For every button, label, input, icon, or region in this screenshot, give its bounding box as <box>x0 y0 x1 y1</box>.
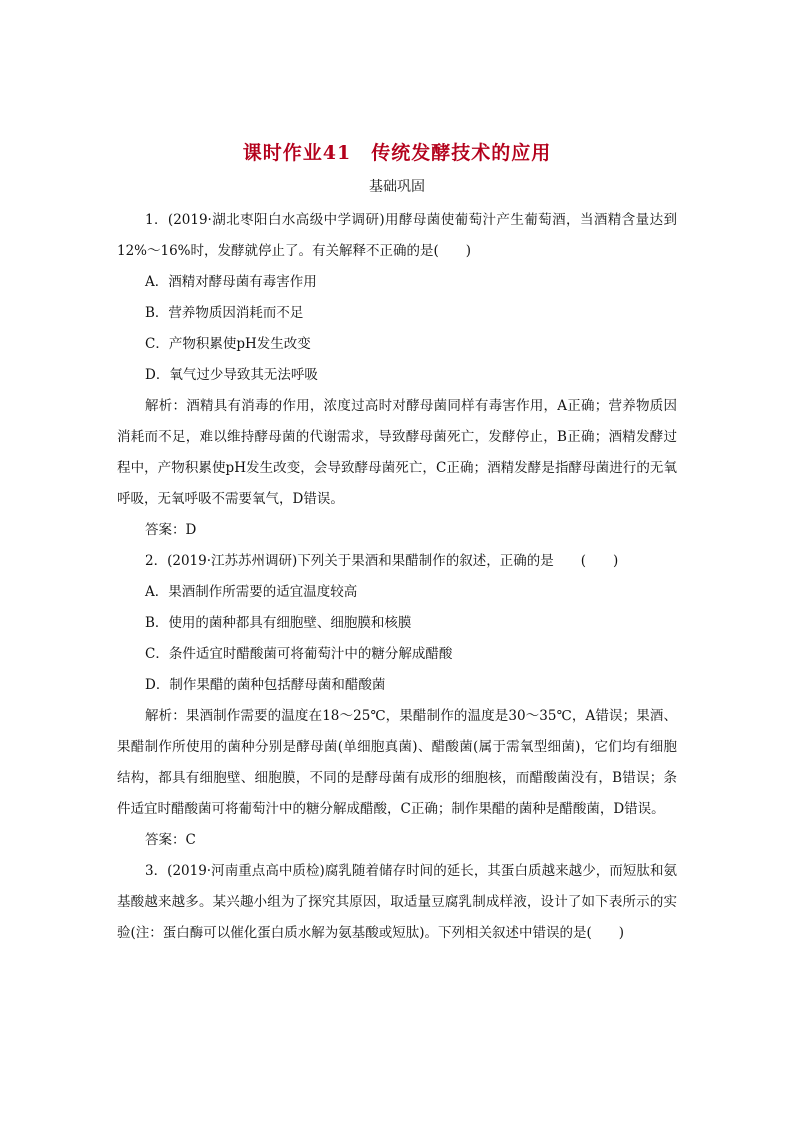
question-1-option-b: B．营养物质因消耗而不足 <box>145 305 304 321</box>
question-1-analysis: 解析：酒精具有消毒的作用，浓度过高时对酵母菌同样有毒害作用，A正确；营养物质因消耗而不足，难以维持酵母菌的代谢需求，导致酵母菌死亡，发酵停止，B正确；酒精发酵过程中，产物积累使pH发生改变，会导致酵母菌死亡，C正确；酒精发酵是指酵母菌进行的无氧呼吸，无氧呼吸不需要氧气，D错误。 <box>117 398 677 507</box>
question-2-analysis: 解析：果酒制作需要的温度在18～25℃，果醋制作的温度是30～35℃，A错误；果酒、果醋制作所使用的菌种分别是酵母菌(单细胞真菌)、醋酸菌(属于需氧型细菌)，它们均有细胞结构，都具有细胞壁、细胞膜，不同的是酵母菌有成形的细胞核，而醋酸菌没有，B错误；条件适宜时醋酸菌可将葡萄汁中的糖分解成醋酸，C正确；制作果醋的菌种是醋酸菌，D错误。 <box>117 708 677 817</box>
question-2-stem: 2．(2019·江苏苏州调研)下列关于果酒和果醋制作的叙述，正确的是 ( ) <box>145 553 619 569</box>
page-title: 课时作业41 传统发酵技术的应用 <box>242 142 552 164</box>
question-2-option-d: D．制作果醋的菌种包括酵母菌和醋酸菌 <box>145 677 386 693</box>
question-2-option-b: B．使用的菌种都具有细胞壁、细胞膜和核膜 <box>145 615 412 631</box>
question-1-option-d: D．氧气过少导致其无法呼吸 <box>145 367 318 383</box>
question-2-option-c: C．条件适宜时醋酸菌可将葡萄汁中的糖分解成醋酸 <box>145 646 453 662</box>
question-1-option-c: C．产物积累使pH发生改变 <box>145 336 311 352</box>
question-3-stem: 3．(2019·河南重点高中质检)腐乳随着储存时间的延长，其蛋白质越来越少，而短肽和氨基酸越来越多。某兴趣小组为了探究其原因，取适量豆腐乳制成样液，设计了如下表所示的实验(注：蛋白酶可以催化蛋白质水解为氨基酸或短肽)。下列相关叙述中错误的是( ) <box>117 863 677 941</box>
question-2-answer: 答案：C <box>145 832 196 848</box>
question-1-answer: 答案：D <box>145 522 197 538</box>
question-1-stem: 1．(2019·湖北枣阳白水高级中学调研)用酵母菌使葡萄汁产生葡萄酒，当酒精含量达到12%～16%时，发酵就停止了。有关解释不正确的是( ) <box>117 212 677 259</box>
section-subtitle: 基础巩固 <box>369 179 425 195</box>
question-1-option-a: A．酒精对酵母菌有毒害作用 <box>145 274 317 290</box>
question-2-option-a: A．果酒制作所需要的适宜温度较高 <box>145 584 358 600</box>
document-body <box>117 205 677 949</box>
